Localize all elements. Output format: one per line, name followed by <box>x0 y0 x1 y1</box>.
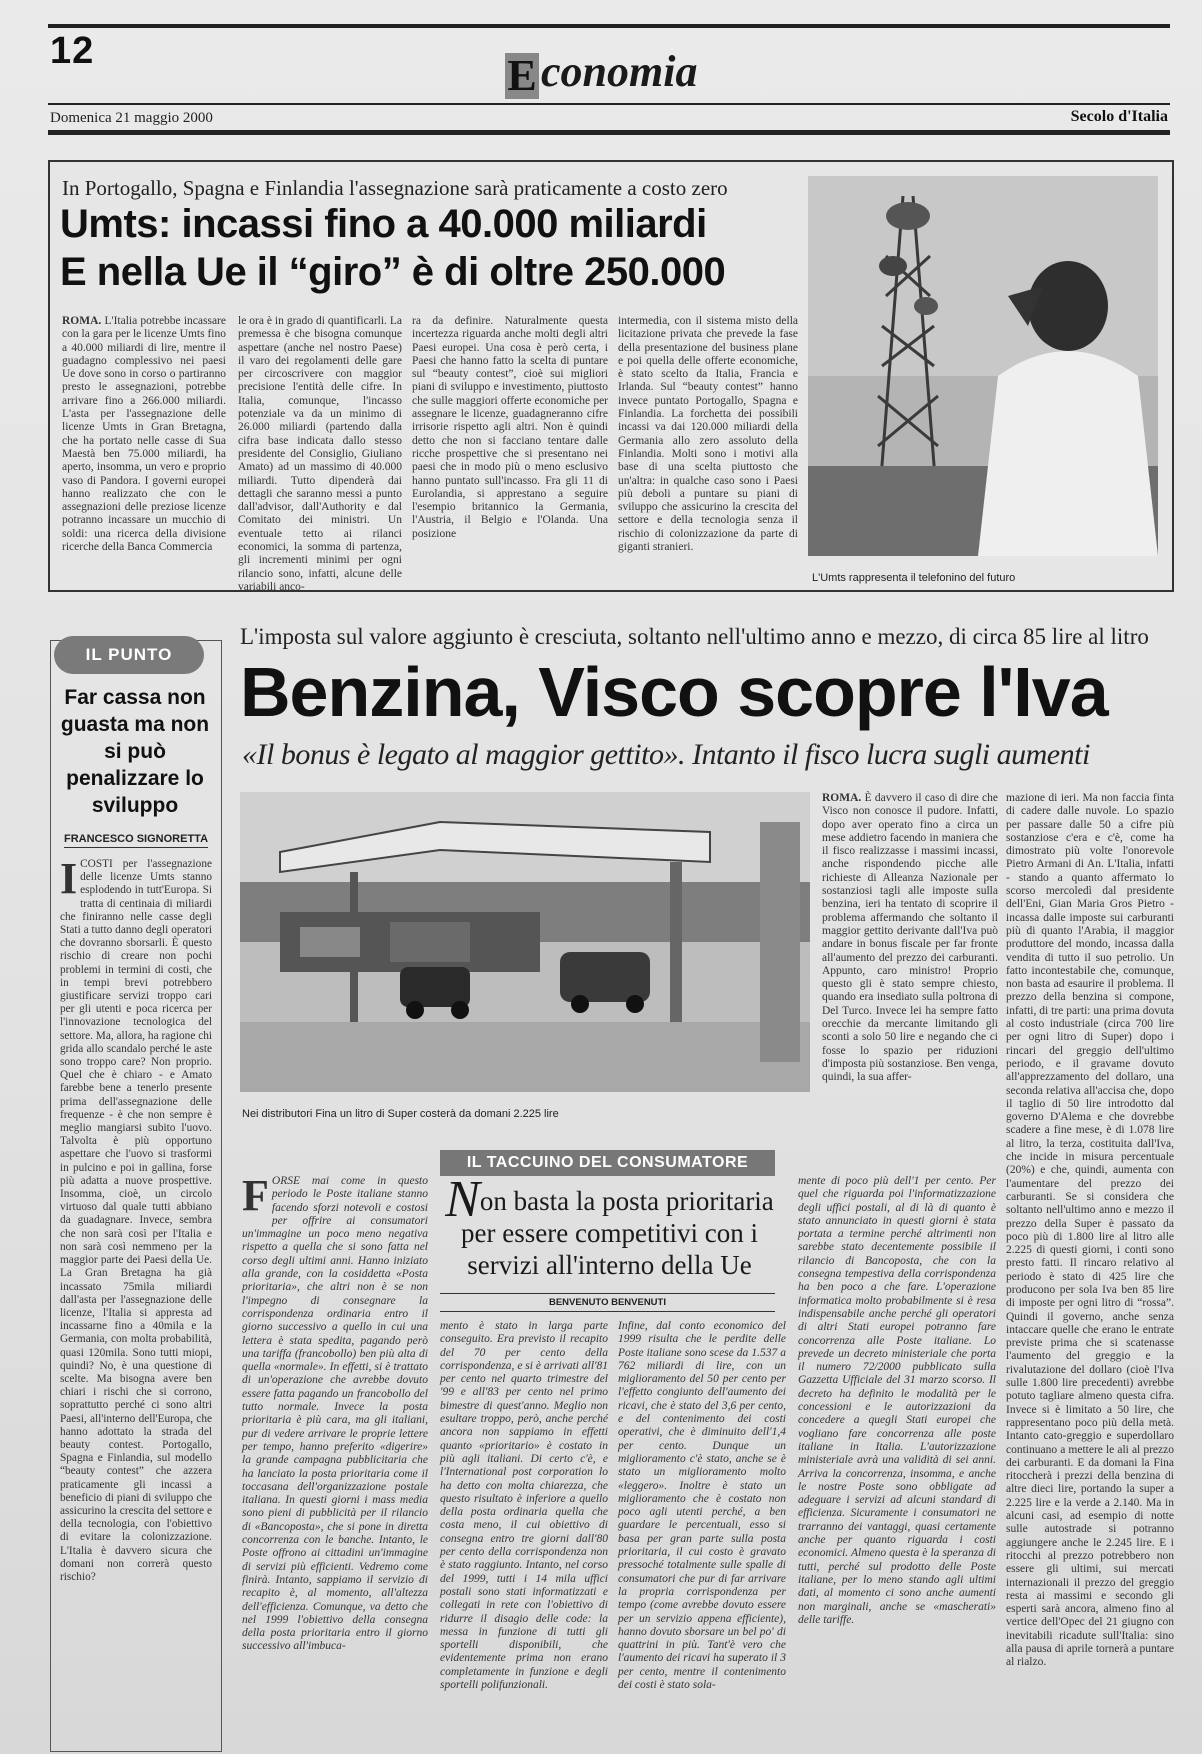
umts-headline <box>60 200 725 296</box>
benzina-subheadline: «Il bonus è legato al maggior gettito». Intanto il fisco lucra sugli aumenti <box>242 738 1090 771</box>
taccuino-headline-initial: N <box>445 1171 480 1228</box>
gas-station-image <box>240 792 810 1092</box>
umts-column-4: intermedia, con il sistema misto della licitazione privata che prevede la fase della presentazione del business plane e poi quella delle offerte economiche, è stato scelto da Italia, Francia e Irlanda. Sul “beauty contest” hanno invece puntato Portogallo, Spagna e Finlandia. La forchetta dei possibili incassi va dai 120.000 miliardi della Germania allo zero assoluto della Finlandia. Molti sono i motivi alla base di una scelta piuttosto che un'altra: in qualche caso sono i Paesi più deboli a puntare su piani di sviluppo che assicurino la crescita del settore e della tecnologia senza il rischio di colonizzazione da parte di giganti stranieri. <box>618 315 798 554</box>
section-initial: E <box>505 53 539 99</box>
taccuino-column-2: mento è stato in larga parte conseguito. Era previsto il recapito del 70 per cento della corrispondenza, e si è arrivati all'81 per cento nel quarto trimestre del '99 e all'83 per cento nel primo bimestre di quest'anno. Meglio non esultare troppo, però, anche perché ancora non sappiamo in effetti quanto «prioritario» è costato in più agli italiani. Di certo c'è, e l'International post corporation lo ha detto con molta chiarezza, che questo risultato è inferiore a quello della posta ordinaria quella che costa meno, il cui obiettivo di consegna entro tre giorni dall'80 per cento della corrispondenza non è stato raggiunto. Intanto, nel corso del 1999, tutti i 14 mila uffici postali sono stati informatizzati e collegati in rete con l'obiettivo di ridurre il disagio delle code: la messa in funzione di tutti gli sportelli disponibili, che evidentemente prima non erano completamente in funzione e degli sportelli polifunzionali. <box>440 1320 608 1692</box>
umts-photo-caption: L'Umts rappresenta il telefonino del futuro <box>812 572 1016 584</box>
taccuino-bar: IL TACCUINO DEL CONSUMATORE <box>440 1150 775 1176</box>
il-punto-title: Far cassa non guasta ma non si può penalizzare lo sviluppo <box>60 686 210 817</box>
gas-station-caption: Nei distributori Fina un litro di Super costerà da domani 2.225 lire <box>242 1108 559 1120</box>
il-punto-badge: IL PUNTO <box>54 636 204 674</box>
il-punto-dropcap: I <box>60 854 78 903</box>
il-punto-author: FRANCESCO SIGNORETTA <box>64 833 208 848</box>
umts-headline-line1: Umts: incassi fino a 40.000 miliardi <box>60 202 707 246</box>
top-rule <box>48 24 1170 28</box>
benzina-column-2: mazione di ieri. Ma non faccia finta di cadere dalle nuvole. Lo spazio per passare dalle 50 a cifre più sostanziose c'era e c'è, come ha dimostrato più volte l'onorevole Pietro Armani di An. L'Italia, infatti - stando a quanto affermato lo scorso mercoledì dal presidente dell'Eni, Gian Maria Gros Pietro - incassa dalle imposte sui carburanti più di quanto l'Arabia, il maggior produttore del mondo, incassa dalla vendita di tutto il suo petrolio. Un fatto incontestabile che, comunque, non basta ad esaurire il problema. Il prezzo della benzina si compone, infatti, di tre parti: una prima dovuta al costo industriale (circa 700 lire per ogni litro di Super) dopo i rincari del greggio dell'ultimo periodo, e il gravame dovuto all'apprezzamento del dollaro, una seconda relativa all'accisa che, dopo il taglio di 50 lire introdotto dal governo D'Alema e che dovrebbe scadere a fine mese, è di 1.078 lire al litro, la terza, costituita dall'Iva, che incide in misura percentuale (20%) e che, quindi, aumenta con l'aumentare del prezzo dei carburanti. Se si considera che soltanto nell'ultimo anno e mezzo il prezzo della Super è passato da poco più di 1.800 lire al litro alle 2.225 di questi giorni, i conti sono presto fatti. Il rincaro relativo al periodo è stato di 425 lire che producono per sola Iva ben 85 lire di imposte per ogni litro di “rossa”. Quindi il governo, anche senza intaccare quelle che erano le entrate previste prima che si scatenasse l'aumento del greggio e la rivalutazione del dollaro (cioè l'Iva sulle 1.800 lire precedenti) avrebbe potuto tagliare almeno questa cifra. Invece si è limitato a 50 lire, che rappresentano poco più della metà. Intanto cato-greggio e superdollaro continuano a mettere le ali al prezzo dei carburanti. E da domani la Fina ritoccherà i prezzi della benzina di altre dieci lire, portando la super a 2.225 lire e la verde a 2.140. Ma in alcuni casi, ad esempio di notte sulle autostrade si potranno aggiungere anche le 2.245 lire. E i ritocchi al prezzo potrebbero non essere gli ultimi, sui mercati internazionali il prezzo del greggio resta ai massimi e secondo gli esperti sarà ancora, almeno fino al vertice dell'Opec del 21 giugno con inevitabili ricadute sull'Italia: sino alla pausa di aprile tornerà a puntare al rialzo. <box>1006 792 1174 1669</box>
taccuino-column-1-text: ORSE mai come in questo periodo le Poste italiane stanno facendo sforzi notevoli e costosi per offrire ai consumatori un'immagine un poco meno negativa rispetto a quella che si sono fatta nel corso degli ultimi anni. Hanno iniziato alla grande, con la cosiddetta «Posta prioritaria», che altri non è se non l'impegno di consegnare la corrispondenza ordinaria entro il giorno successivo a quello in cui una lettera è stata spedita, pagando però una tariffa (francobollo) ben più alta di quella «normale». In effetti, si è trattato di un'operazione che avrebbe dovuto essere fatta pagando un francobollo del tutto normale. Invece la posta prioritaria è più cara, ma gli italiani, pur di vedere arrivare le proprie lettere per tempo, hanno preferito «digerire» la grande campagna pubblicitaria che ha lanciato la posta prioritaria come il toccasana dell'organizzazione postale italiana. In questi giorni i mass media sono pieni di pubblicità per il rilancio di «Bancoposta», che si pone in diretta concorrenza con le banche. Intanto, le Poste offrono ai cittadini un'immagine di servizi più efficienti. Vedremo come finirà. Intanto, sappiamo il servizio di recapito è, al momento, all'altezza dell'efficienza. Comunque, va detto che nel 1999 l'obiettivo della consegna della posta prioritaria entro il giorno successivo all'imbuca- <box>242 1175 428 1653</box>
taccuino-headline-text: on basta la posta prioritaria per essere competitivi con i servizi all'interno della Ue <box>461 1186 774 1280</box>
section-title-rest: conomia <box>541 47 698 96</box>
umts-kicker: In Portogallo, Spagna e Finlandia l'assegnazione sarà praticamente a costo zero <box>62 176 728 200</box>
benzina-column-1-text: È davvero il caso di dire che Visco non conosce il pudore. Infatti, dopo aver operato fino a circa un mese addietro facendo in maniera che il fisco realizzasse i massimi incassi, anche rispondendo picche alle richieste di Alleanza Nazionale per sostanziosi tagli alle imposte sulla benzina, ieri ha tentato di scoprire il problema affermando che soltanto il maggior gettito derivante dall'Iva può andare in bonus fiscale per far fronte all'aumento del prezzo dei carburanti. Appunto, caro ministro! Proprio questo gli è stato sempre chiesto, quando era insediato sulla poltrona di Del Turco. Invece lei ha sempre fatto orecchie da mercante limitando gli sconti a solo 50 lire e negando che ci fosse lo spazio per riduzioni d'imposta più sostanziose. Ben venga, quindi, la sua affer- <box>822 792 999 1084</box>
taccuino-dropcap: F <box>242 1171 269 1220</box>
issue-date: Domenica 21 maggio 2000 <box>50 110 213 126</box>
benzina-kicker: L'imposta sul valore aggiunto è cresciuta, soltanto nell'ultimo anno e mezzo, di circa 85 lire al litro <box>240 624 1149 649</box>
masthead-bottom-rule <box>48 130 1170 135</box>
benzina-column-1 <box>822 792 998 1122</box>
benzina-headline: Benzina, Visco scopre l'Iva <box>240 653 1108 731</box>
taccuino-column-3: Infine, dal conto economico del 1999 risulta che le perdite delle Poste italiane sono scese da 1.537 a 762 miliardi di lire, con un miglioramento del 50 per cento per l'effetto congiunto dell'aumento dei ricavi, che è stato del 3,6 per cento, e del contenimento dei costi operativi, che è diminuito dell'1,4 per cento. Dunque un miglioramento c'è stato, anche se è stato un miglioramento molto «leggero». Inoltre è stato un miglioramento che è costato non poco agli utenti perché, a ben guardare le percentuali, esso si basa per gran parte sulla posta prioritaria, il cui costo è gravato pressoché totalmente sulle spalle di consumatori che pur di far arrivare la propria corrispondenza per tempo (come avrebbe dovuto essere per un servizio appena efficiente), hanno dovuto sborsare un bel po' di quattrini in più. Tant'è vero che l'aumento dei ricavi ha superato il 3 per cento, mentre il contenimento dei costi è stato sola- <box>618 1320 786 1692</box>
paper-name: Secolo d'Italia <box>1070 108 1168 125</box>
il-punto-body <box>60 854 212 1742</box>
antenna-photo-image <box>808 176 1158 556</box>
umts-column-1-text: L'Italia potrebbe incassare con la gara per le licenze Umts fino a 40.000 miliardi di lire, mentre il guadagno complessivo nei paesi Ue dove sono in corso o partiranno presto le assegnazioni, potrebbe arrivare fino a 266.000 miliardi. L'asta per l'assegnazione delle licenze Umts in Gran Bretagna, che ha portato nelle casse di Sua Maestà ben 75.000 miliardi, ha aperto, insomma, un vero e proprio vaso di Pandora. I governi europei hanno realizzato che con le assegnazioni delle preziose licenze potranno incassare un mucchio di soldi: una ricerca della divisione ricerche della Banca Commercia <box>62 315 226 554</box>
umts-dateline: ROMA. <box>62 315 102 327</box>
taccuino-headline <box>442 1171 777 1281</box>
section-title <box>505 46 697 99</box>
umts-headline-line2: E nella Ue il “giro” è di oltre 250.000 <box>60 250 726 294</box>
taccuino-column-1 <box>242 1171 428 1743</box>
umts-column-2: le ora è in grado di quantificarli. La premessa è che bisogna comunque aspettare (anche nel nostro Paese) il varo dei regolamenti delle gare per circoscrivere con maggior precisione l'entità delle cifre. In Italia, comunque, l'incasso potenziale va da un minimo di 26.000 miliardi (partendo dalla cifra base indicata dallo stesso presidente del Consiglio, Giuliano Amato) ad un massimo di 40.000 miliardi. Tutto dipenderà dai dettagli che saranno messi a punto dall'advisor, dall'Authority e dal Comitato dei ministri. Un eventuale tetto ai rilanci economici, la somma di partenza, gli incrementi minimi per ogni rilancio sono, infatti, alcune delle variabili anco- <box>238 315 402 593</box>
benzina-dateline: ROMA. <box>822 792 862 804</box>
taccuino-author: BENVENUTO BENVENUTI <box>440 1293 775 1312</box>
taccuino-column-4: mente di poco più dell'1 per cento. Per quel che riguarda poi l'informatizzazione degli uffici postali, al di là di quanto è stato annunciato in questi giorni è stata portata a termine perché altrimenti non sarebbe stato decentemente possibile il rilancio di Bancoposta, che con la consegna tempestiva della corrispondenza ha ben poco a che fare. L'operazione informatica molto probabilmente si è resa indispensabile anche perché gli operatori di altri Stati europei potranno fare concorrenza alle Poste italiane. Lo prevede un decreto ministeriale che porta il numero 72/2000 pubblicato sulla Gazzetta Ufficiale del 31 marzo scorso. Il decreto ha definito le modalità per le concessioni e le autorizzazioni da concedere a quegli Stati europei che vogliano fare concorrenza alle poste italiane in Italia. L'autorizzazione ministeriale avrà una validità di sei anni. Arriva la concorrenza, insomma, e anche le nostre Poste sono obbligate ad adeguare i servizi ad alcuni standard di efficienza. Sicuramente i consumatori ne trarranno dei vantaggi, quasi certamente anche per quanto riguarda i costi economici. Almeno questa è la speranza di tutti, perché sul prodotto delle Poste italiane, per lo meno stando agli ultimi dati, al momento ci sono anche aumenti non marginali, anche se «mascherati» delle tariffe. <box>798 1175 996 1626</box>
il-punto-body-text: COSTI per l'assegnazione delle licenze Umts stanno esplodendo in tutt'Europa. Si tratta di centinaia di miliardi che finiranno nelle casse degli Stati a tutto danno degli operatori che dovranno sborsarli. È questo rischio di creare non pochi problemi in termini di costi, che in tempi brevi potrebbero giustificare servizi troppo cari per gli utenti e poca ricerca per l'innovazione tecnologica del settore. Ma, allora, ha ragione chi grida allo scandalo perché le aste sono troppo care? Non proprio. Quel che è chiaro - e Amato farebbe bene a tenerlo presente prima dell'assegnazione delle frequenze - è che non sempre è meglio mangiarsi subito l'uovo. Talvolta è più opportuno aspettare che l'uovo si trasformi in pulcino e poi in gallina, forse più adatta a nuove prospettive. Insomma, cioè, un circolo virtuoso dal quale tutti abbiano da guadagnare. Invece, sembra che non sarà così per l'Italia e non sarà così nemmeno per la maggior parte dei Paesi della Ue. La Gran Bretagna ha già incassato 75mila miliardi dall'asta per l'assegnazione delle licenze, l'Italia si appresta ad incassarne fino a 40mila e la Germania, con molta probabilità, quasi 120mila. Sono tutti miopi, quindi? No, è una questione di scelte. Ma bisogna avere ben chiari i rischi che si corrono, soprattutto perché ci sono altri Paesi, all'interno dell'Europa, che hanno adottato la strada del beauty contest. Portogallo, Spagna e Finlandia, sul modello “beauty contest” che azzera praticamente gli incassi a beneficio di piani di sviluppo che assicurino la crescita del settore e della tecnologia, con l'obiettivo di evitare la colonizzazione. L'Italia è davvero sicura che domani non correrà questo rischio? <box>60 858 212 1583</box>
umts-column-3: ra da definire. Naturalmente questa incertezza riguarda anche molti degli altri Paesi europei. Una cosa è però certa, i Paesi che hanno fatto la scelta di puntare sul “beauty contest”, cioè sui migliori piani di sviluppo e investimento, piuttosto che sulle maggiori offerte economiche per assegnare le licenze, guadagneranno cifre irrisorie rispetto agli altri. Non è quindi detto che non si facciano tentare dalle ricche prospettive che si presentano nei paesi che in modo più o meno esclusivo hanno puntato sull'incasso. Fra gli 11 di Eurolandia, si apprestano a seguire l'esempio britannico la Germania, l'Austria, il Belgio e l'Olanda. Una posizione <box>412 315 608 540</box>
gas-station-photo <box>240 792 810 1092</box>
umts-antenna-photo <box>808 176 1158 556</box>
umts-column-1 <box>62 315 226 573</box>
page-number: 12 <box>50 30 95 72</box>
masthead-rule <box>48 103 1170 105</box>
